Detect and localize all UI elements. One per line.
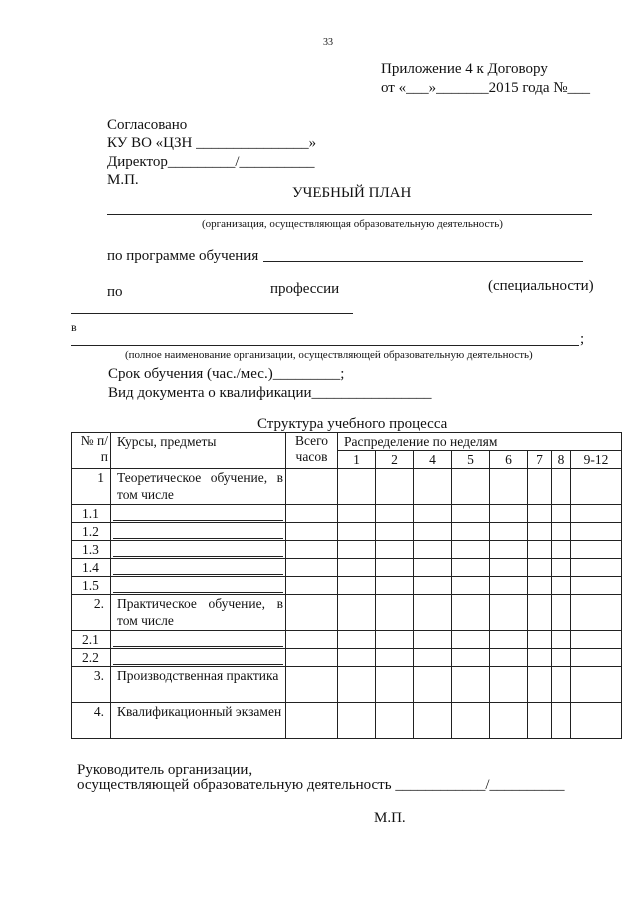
- footer-stamp: М.П.: [374, 810, 406, 826]
- row-week-cell: [414, 559, 452, 577]
- row-total-hours: [286, 667, 338, 703]
- row-week-cell: [376, 631, 414, 649]
- row-course-name: [111, 505, 286, 523]
- qualification-document: Вид документа о квалификации________________: [108, 385, 432, 401]
- row-week-cell: [376, 541, 414, 559]
- row-week-cell: [338, 577, 376, 595]
- row-week-cell: [338, 631, 376, 649]
- program-specialty: (специальности): [488, 278, 594, 294]
- row-number: 2.: [72, 595, 111, 631]
- row-week-cell: [571, 595, 622, 631]
- row-week-cell: [528, 649, 552, 667]
- row-week-cell: [376, 703, 414, 739]
- table-row: [72, 559, 622, 577]
- table-row: [72, 667, 622, 703]
- appendix-line-1: Приложение 4 к Договору: [381, 61, 548, 77]
- row-course-name: Производственная практика: [111, 667, 286, 703]
- row-course-name: Квалификационный экзамен: [111, 703, 286, 739]
- row-number: 1: [72, 469, 111, 505]
- row-week-cell: [571, 469, 622, 505]
- row-week-cell: [528, 469, 552, 505]
- row-week-cell: [571, 523, 622, 541]
- row-week-cell: [552, 505, 571, 523]
- row-course-name: [111, 559, 286, 577]
- structure-title: Структура учебного процесса: [257, 416, 448, 432]
- row-week-cell: [571, 649, 622, 667]
- row-number: 2.2: [72, 649, 111, 667]
- table-row: [72, 541, 622, 559]
- row-week-cell: [552, 649, 571, 667]
- row-total-hours: [286, 559, 338, 577]
- row-week-cell: [528, 577, 552, 595]
- row-week-cell: [571, 631, 622, 649]
- week-header: 4: [414, 451, 452, 469]
- row-week-cell: [452, 505, 490, 523]
- row-week-cell: [452, 577, 490, 595]
- row-week-cell: [414, 595, 452, 631]
- row-week-cell: [338, 595, 376, 631]
- row-total-hours: [286, 577, 338, 595]
- row-week-cell: [452, 469, 490, 505]
- row-week-cell: [528, 505, 552, 523]
- row-week-cell: [376, 595, 414, 631]
- row-week-cell: [452, 523, 490, 541]
- row-total-hours: [286, 631, 338, 649]
- row-total-hours: [286, 595, 338, 631]
- row-week-cell: [414, 631, 452, 649]
- row-week-cell: [552, 667, 571, 703]
- row-week-cell: [452, 595, 490, 631]
- table-row: [72, 505, 622, 523]
- table-row: [72, 577, 622, 595]
- row-week-cell: [528, 631, 552, 649]
- row-total-hours: [286, 523, 338, 541]
- week-header: 1: [338, 451, 376, 469]
- table-row: [72, 631, 622, 649]
- row-week-cell: [376, 559, 414, 577]
- row-number: 1.5: [72, 577, 111, 595]
- table-row: [72, 523, 622, 541]
- program-po: по: [107, 284, 123, 300]
- row-course-name: Практическое обучение, в том числе: [111, 595, 286, 631]
- footer-line-2: осуществляющей образовательную деятельность ____________/__________: [77, 777, 565, 793]
- row-course-name: [111, 541, 286, 559]
- document-title: УЧЕБНЫЙ ПЛАН: [292, 185, 412, 201]
- row-week-cell: [376, 649, 414, 667]
- approval-stamp: М.П.: [107, 172, 139, 188]
- row-week-cell: [490, 559, 528, 577]
- row-course-name: [111, 577, 286, 595]
- row-week-cell: [376, 577, 414, 595]
- row-number: 4.: [72, 703, 111, 739]
- table-row: [72, 703, 622, 739]
- row-week-cell: [452, 631, 490, 649]
- row-week-cell: [338, 541, 376, 559]
- header-total: Всего часов: [286, 433, 338, 469]
- row-course-name: [111, 649, 286, 667]
- row-week-cell: [490, 541, 528, 559]
- organization-caption: (организация, осуществляющая образовательную деятельность): [202, 218, 503, 230]
- full-organization-line: [71, 345, 579, 346]
- row-week-cell: [414, 577, 452, 595]
- week-header: 7: [528, 451, 552, 469]
- week-header: 5: [452, 451, 490, 469]
- profession-line: [71, 313, 353, 314]
- row-week-cell: [528, 523, 552, 541]
- row-week-cell: [414, 469, 452, 505]
- row-week-cell: [452, 649, 490, 667]
- header-courses: Курсы, предметы: [111, 433, 286, 469]
- row-week-cell: [414, 541, 452, 559]
- week-header: 2: [376, 451, 414, 469]
- row-week-cell: [414, 703, 452, 739]
- week-header: 8: [552, 451, 571, 469]
- organization-line: [107, 214, 592, 215]
- row-week-cell: [490, 631, 528, 649]
- row-week-cell: [490, 667, 528, 703]
- approval-director: Директор_________/__________: [107, 154, 315, 170]
- row-week-cell: [490, 595, 528, 631]
- row-week-cell: [552, 523, 571, 541]
- curriculum-table: [71, 432, 622, 739]
- program-line: [263, 261, 583, 262]
- row-week-cell: [376, 505, 414, 523]
- row-total-hours: [286, 703, 338, 739]
- table-row: [72, 649, 622, 667]
- approval-org: КУ ВО «ЦЗН _______________»: [107, 135, 317, 151]
- table-row: [72, 469, 622, 505]
- header-num: № п/п: [72, 433, 111, 469]
- row-course-name: Теоретическое обучение, в том числе: [111, 469, 286, 505]
- row-week-cell: [571, 559, 622, 577]
- week-header: 9-12: [571, 451, 622, 469]
- row-week-cell: [552, 541, 571, 559]
- row-number: 1.3: [72, 541, 111, 559]
- row-week-cell: [552, 469, 571, 505]
- row-week-cell: [490, 649, 528, 667]
- row-week-cell: [552, 631, 571, 649]
- row-week-cell: [376, 469, 414, 505]
- row-course-name: [111, 631, 286, 649]
- row-week-cell: [414, 649, 452, 667]
- row-week-cell: [571, 703, 622, 739]
- program-profession: профессии: [270, 281, 340, 297]
- approval-agreed: Согласовано: [107, 117, 188, 133]
- program-v: в: [71, 320, 77, 334]
- row-week-cell: [490, 577, 528, 595]
- appendix-line-2: от «___»_______2015 года №___: [381, 80, 591, 96]
- row-total-hours: [286, 649, 338, 667]
- row-week-cell: [338, 559, 376, 577]
- row-total-hours: [286, 469, 338, 505]
- row-week-cell: [414, 667, 452, 703]
- row-week-cell: [338, 469, 376, 505]
- row-week-cell: [338, 649, 376, 667]
- row-week-cell: [528, 667, 552, 703]
- header-distribution: Распределение по неделям: [338, 433, 622, 451]
- row-week-cell: [490, 505, 528, 523]
- row-week-cell: [490, 703, 528, 739]
- week-header: 6: [490, 451, 528, 469]
- row-week-cell: [552, 703, 571, 739]
- footer-line-1: Руководитель организации,: [77, 762, 253, 778]
- row-week-cell: [452, 703, 490, 739]
- row-week-cell: [571, 577, 622, 595]
- row-week-cell: [571, 667, 622, 703]
- row-number: 1.1: [72, 505, 111, 523]
- row-week-cell: [452, 667, 490, 703]
- row-week-cell: [528, 541, 552, 559]
- page-number: 33: [323, 37, 333, 48]
- row-week-cell: [338, 667, 376, 703]
- row-number: 2.1: [72, 631, 111, 649]
- row-week-cell: [452, 559, 490, 577]
- row-week-cell: [338, 505, 376, 523]
- row-week-cell: [376, 523, 414, 541]
- row-week-cell: [528, 595, 552, 631]
- row-week-cell: [528, 559, 552, 577]
- row-week-cell: [338, 523, 376, 541]
- full-organization-caption: (полное наименование организации, осуществляющей образовательную деятельность): [125, 349, 533, 361]
- row-course-name: [111, 523, 286, 541]
- row-week-cell: [571, 505, 622, 523]
- program-label: по программе обучения: [107, 248, 259, 264]
- row-number: 1.4: [72, 559, 111, 577]
- row-total-hours: [286, 541, 338, 559]
- row-week-cell: [376, 667, 414, 703]
- row-total-hours: [286, 505, 338, 523]
- row-week-cell: [552, 577, 571, 595]
- row-number: 3.: [72, 667, 111, 703]
- row-number: 1.2: [72, 523, 111, 541]
- row-week-cell: [571, 541, 622, 559]
- row-week-cell: [490, 523, 528, 541]
- row-week-cell: [552, 595, 571, 631]
- duration: Срок обучения (час./мес.)_________;: [108, 366, 345, 382]
- row-week-cell: [414, 523, 452, 541]
- table-row: [72, 595, 622, 631]
- row-week-cell: [552, 559, 571, 577]
- row-week-cell: [452, 541, 490, 559]
- program-semicolon: ;: [580, 331, 585, 347]
- row-week-cell: [414, 505, 452, 523]
- row-week-cell: [528, 703, 552, 739]
- row-week-cell: [490, 469, 528, 505]
- row-week-cell: [338, 703, 376, 739]
